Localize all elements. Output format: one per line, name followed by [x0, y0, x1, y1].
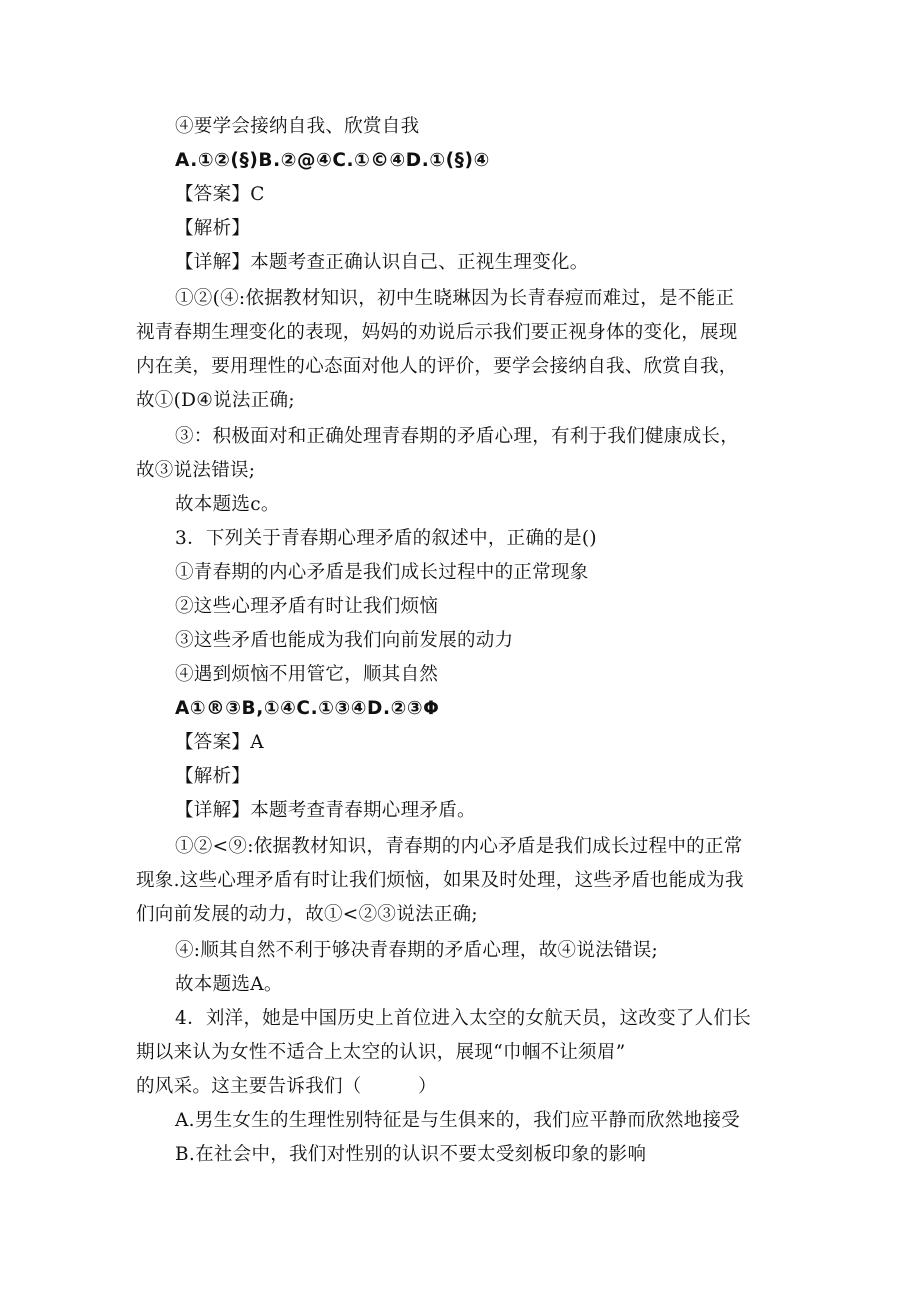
detail-paragraph-q2-line-1: ①②(④:依据教材知识，初中生晓琳因为长青春痘而难过，是不能正 [175, 288, 735, 309]
conclusion-q3: 故本题选A。 [175, 974, 283, 995]
question-4-stem-line-1: 4．刘洋，她是中国历史上首位进入太空的女航天员，这改变了人们长 [175, 1008, 752, 1029]
detail-paragraph-q2-line-3: 内在美，要用理性的心态面对他人的评价，要学会接纳自我、欣赏自我， [136, 356, 738, 377]
detail-paragraph-q2-line-6: 故③说法错误; [136, 460, 256, 481]
question-4-stem-line-2: 期以来认为女性不适合上太空的认识，展现“巾帼不让须眉” [136, 1042, 626, 1063]
detail-paragraph-q3-line-2: 现象.这些心理矛盾有时让我们烦恼，如果及时处理，这些矛盾也能成为我 [136, 870, 744, 891]
detail-paragraph-q2-line-5: ③：积极面对和正确处理青春期的矛盾心理，有利于我们健康成长， [175, 426, 740, 447]
question-3-statement-4: ④遇到烦恼不用管它，顺其自然 [175, 664, 439, 685]
detail-paragraph-q3-line-1: ①②<⑨:依据教材知识，青春期的内心矛盾是我们成长过程中的正常 [175, 836, 743, 857]
conclusion-q2: 故本题选c。 [175, 494, 280, 515]
question-3-statement-2: ②这些心理矛盾有时让我们烦恼 [175, 596, 439, 617]
detail-paragraph-q3-line-3: 们向前发展的动力，故①<②③说法正确; [136, 904, 478, 925]
option-line-4: ④要学会接纳自我、欣赏自我 [175, 116, 420, 137]
question-3-statement-3: ③这些矛盾也能成为我们向前发展的动力 [175, 630, 514, 651]
question-4-stem-line-3: 的风采。这主要告诉我们（ ） [136, 1076, 437, 1097]
answer-choices-q3: A①®③B,①④C.①③④D.②③Φ [175, 698, 440, 719]
detail-paragraph-q2-line-4: 故①(D④说法正确; [136, 390, 295, 411]
detail-paragraph-q2-line-2: 视青春期生理变化的表现，妈妈的劝说后示我们要正视身体的变化，展现 [136, 322, 738, 343]
question-4-option-a: A.男生女生的生理性别特征是与生俱来的，我们应平静而欣然地接受 [175, 1110, 741, 1131]
question-4-option-b: B.在社会中，我们对性别的认识不要太受刻板印象的影响 [175, 1144, 647, 1165]
analysis-label-q3: 【解析】 [175, 766, 251, 787]
answer-label-q2: 【答案】C [175, 184, 265, 205]
detail-intro-q3: 【详解】本题考查青春期心理矛盾。 [175, 800, 476, 821]
analysis-label-q2: 【解析】 [175, 218, 251, 239]
answer-label-q3: 【答案】A [175, 732, 264, 753]
answer-choices-q2: A.①②(§)B.②@④C.①©④D.①(§)④ [175, 150, 490, 171]
question-3-stem: 3．下列关于青春期心理矛盾的叙述中，正确的是() [175, 528, 597, 549]
question-3-statement-1: ①青春期的内心矛盾是我们成长过程中的正常现象 [175, 562, 589, 583]
detail-intro-q2: 【详解】本题考查正确认识自己、正视生理变化。 [175, 252, 589, 273]
detail-paragraph-q3-line-4: ④:顺其自然不利于够决青春期的矛盾心理，故④说法错误; [175, 940, 659, 961]
